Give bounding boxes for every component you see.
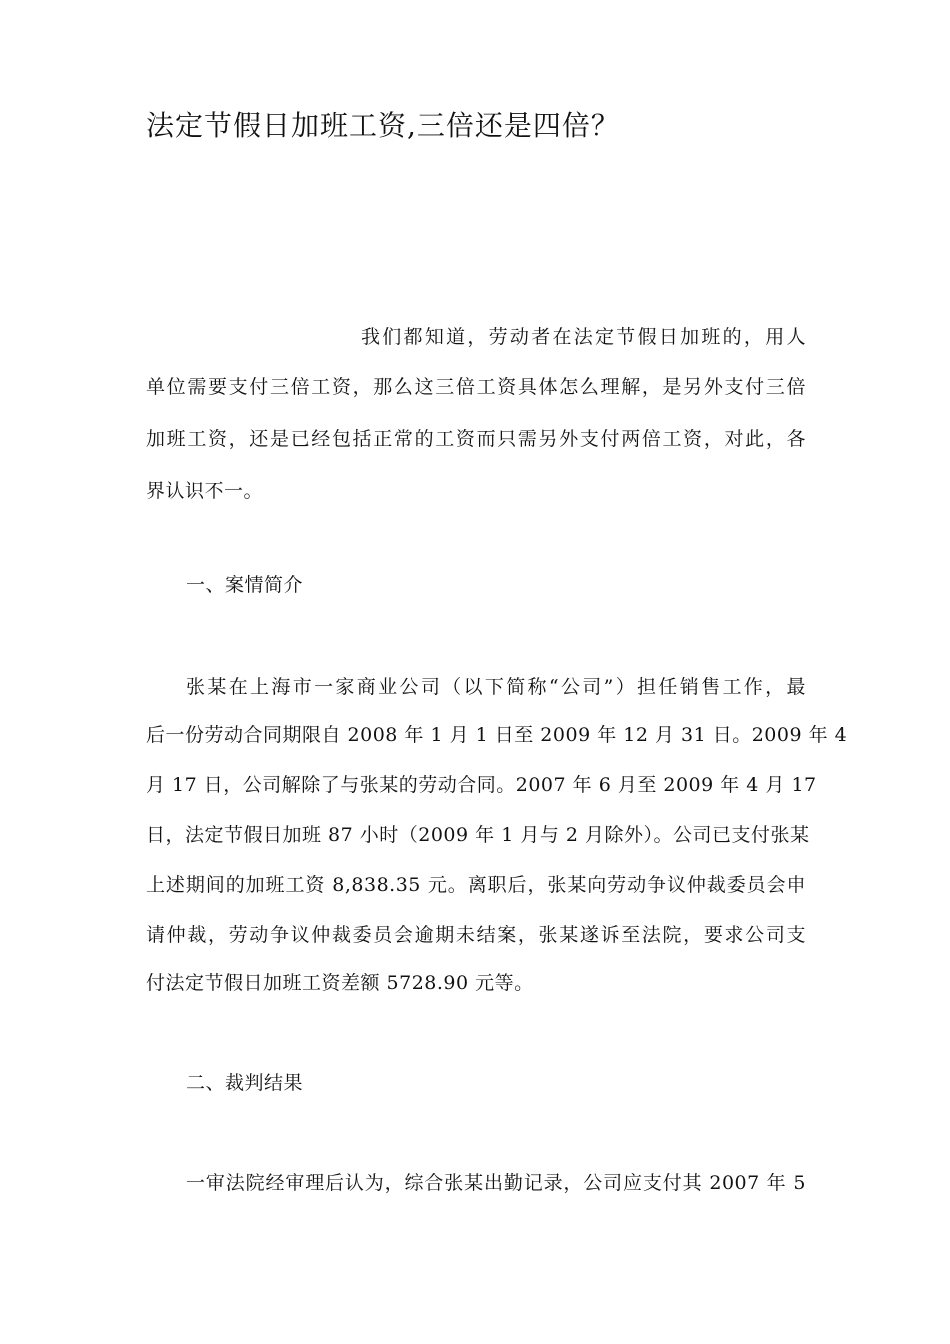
intro-line: 界认识不一。	[146, 480, 264, 502]
paragraph-line: 月 17 日，公司解除了与张某的劳动合同。2007 年 6 月至 2009 年 4 月 17	[146, 774, 817, 796]
page-title: 法定节假日加班工资,三倍还是四倍？	[146, 109, 620, 142]
paragraph-line: 日，法定节假日加班 87 小时（2009 年 1 月与 2 月除外）。公司已支付张某	[146, 824, 810, 846]
section-heading: 二、裁判结果	[186, 1072, 304, 1094]
intro-line: 我们都知道，劳动者在法定节假日加班的，用人	[361, 326, 806, 348]
section-heading: 一、案情简介	[186, 574, 304, 596]
paragraph-line: 一审法院经审理后认为，综合张某出勤记录，公司应支付其 2007 年 5	[186, 1172, 806, 1194]
paragraph-line: 请仲裁，劳动争议仲裁委员会逾期未结案，张某遂诉至法院，要求公司支	[146, 924, 806, 946]
intro-line: 加班工资，还是已经包括正常的工资而只需另外支付两倍工资，对此，各	[146, 428, 806, 450]
paragraph-line: 张某在上海市一家商业公司（以下简称“公司”）担任销售工作，最	[186, 676, 806, 698]
intro-line: 单位需要支付三倍工资，那么这三倍工资具体怎么理解，是另外支付三倍	[146, 376, 806, 398]
paragraph-line: 付法定节假日加班工资差额 5728.90 元等。	[146, 972, 534, 994]
paragraph-line: 后一份劳动合同期限自 2008 年 1 月 1 日至 2009 年 12 月 31 日。2009 年 4	[146, 724, 848, 746]
paragraph-line: 上述期间的加班工资 8,838.35 元。离职后，张某向劳动争议仲裁委员会申	[146, 874, 806, 896]
